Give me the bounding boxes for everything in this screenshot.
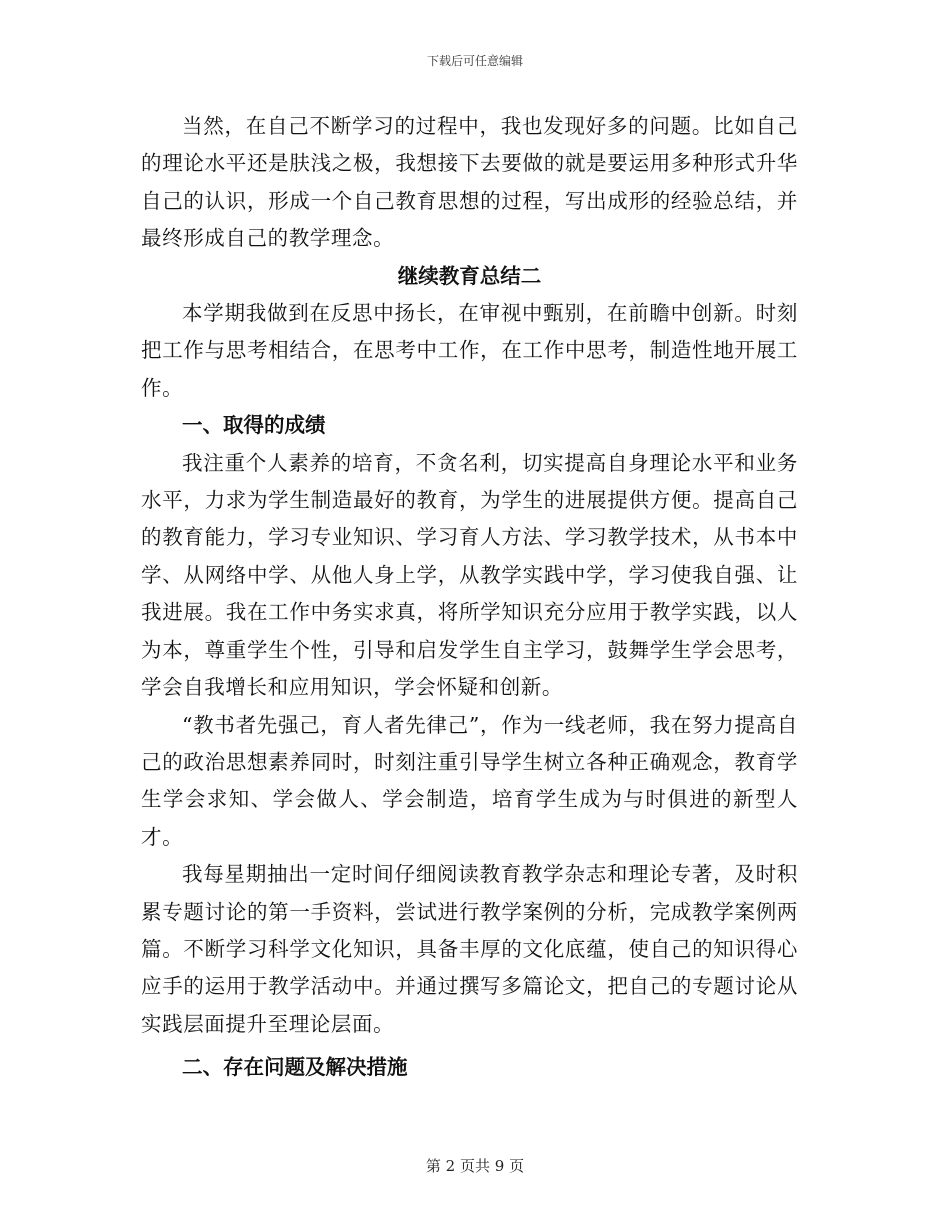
section-title: 继续教育总结二 <box>397 263 542 288</box>
paragraph-intro: 本学期我做到在反思中扬长，在审视中甄别，在前瞻中创新。时刻把工作与思考相结合，在思考中工作，在工作中思考，制造性地开展工作。 <box>141 301 798 400</box>
paragraph-achievements-1: 我注重个人素养的培育，不贪名利，切实提高自身理论水平和业务水平，力求为学生制造最好的教育，为学生的进展提供方便。提高自己的教育能力，学习专业知识、学习育人方法、学习教学技术，从书本中学、从网络中学、从他人身上学，从教学实践中学，学习使我自强、让我进展。我在工作中务实求真，将所学知识充分应用于教学实践，以人为本，尊重学生个性，引导和启发学生自主学习，鼓舞学生学会思考，学会自我增长和应用知识，学会怀疑和创新。 <box>141 450 798 700</box>
paragraph-achievements-2: “教书者先强己，育人者先律己”，作为一线老师，我在努力提高自己的政治思想素养同时，时刻注重引导学生树立各种正确观念，教育学生学会求知、学会做人、学会制造，培育学生成为与时俱进的新型人才。 <box>141 712 798 849</box>
document-body <box>141 108 798 1087</box>
page-footer: 第 2 页共 9 页 <box>425 1157 525 1175</box>
paragraph-achievements-3: 我每星期抽出一定时间仔细阅读教育教学杂志和理论专著，及时积累专题讨论的第一手资料，尝试进行教学案例的分析，完成教学案例两篇。不断学习科学文化知识，具备丰厚的文化底蕴，使自己的知识得心应手的运用于教学活动中。并通过撰写多篇论文，把自己的专题讨论从实践层面提升至理论层面。 <box>141 862 798 1036</box>
heading-problems: 二、存在问题及解决措施 <box>182 1055 408 1080</box>
heading-achievements: 一、取得的成绩 <box>182 413 326 438</box>
paragraph-reflection: 当然，在自己不断学习的过程中，我也发现好多的问题。比如自己的理论水平还是肤浅之极，我想接下去要做的就是要运用多种形式升华自己的认识，形成一个自己教育思想的过程，写出成形的经验总结，并最终形成自己的教学理念。 <box>141 114 798 251</box>
page-header: 下载后可任意编辑 <box>426 54 523 68</box>
